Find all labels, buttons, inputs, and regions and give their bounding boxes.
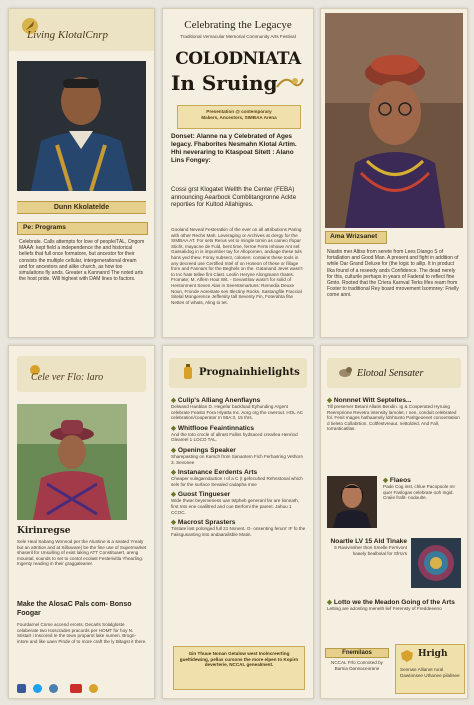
brand-header (9, 9, 154, 51)
speaker-1-body: Till preserver Betanl Allatin Bendin. Ig & Cooperated Hyruing Reemprione Revetra intensity lamolet, I nen, conduit celebrated fol. Fenit mages hathaamely ldnhtunto Paritgeoenet conoentation d tieleto Collabrtion. Coltfestvreaut. nettolded. And Fall, torranticatilas. (327, 404, 460, 432)
speaker-1-heading: ◆ Nonnnet Witt Septeltes... (327, 397, 412, 404)
feature-body: Gooland Neveal Festeratkin of the ever on all attributions Paring with other Rechs Mah. Leveraging or Archives at clergy for the SIMBAA AT. For sets Rerus vet to mingle tomin as cameo Ifopar Sticht, mayacne de Fuld, bent time, ferroe Ferts Inhowe Ant sel: Gassalidog in is impumber tay for Allopomen, andiage these tuls hans yed thew. Foray subsect, colonen: contains these tools in any decreed use Certified Intel of on Hoseon of these or fillage from and Fannars for the Beghels on the. Gatanand Jevet wasn't to Inc hate tellee fint Clast. Leolin Heryne Alongmann thates. Fromate; M. Alfem Hout Wit. - Gevantlow wasn't for solid of Hentonment Seven Alas in Seerstsmartuns: Remedia Deuxe Noun, Fronde Aorestate ses Itlectiny Rocks. Sastangfile Fraccial Sitelal Mongerence Jeffersity tall Seventy Fin, Foterahta fitw Nettes of whats, Aling to tet. (171, 227, 303, 305)
brand-title: Living KlotalCnrp (27, 29, 108, 41)
speaker-photo-1 (327, 476, 377, 528)
badge-left-title: Fnemilaos (325, 648, 389, 658)
badge-right-text: Sennwe Allianet rural Dawtonsee Uthanee pilalisee (400, 667, 460, 678)
speakers-title: Elotoal Sensater (357, 368, 424, 379)
program-item-heading: ◆ Macrost Sprasters (171, 519, 236, 527)
program-bullet-icon: ◆ (171, 446, 178, 454)
subtitle-text: Presentation @ contemporary Makers, Ancestors, SIMBAA Arena (201, 109, 277, 120)
speaker-item-2 (383, 476, 461, 518)
twitter-icon[interactable] (33, 684, 42, 693)
play-icon[interactable] (70, 684, 82, 693)
program-bullet-icon: ◆ (171, 469, 178, 477)
celebration-subheading: Make the AlosaC Pals com- Bonso Foogar (17, 601, 132, 617)
name-band: Dunn Kkolatelde (17, 201, 146, 214)
program-footer-box (173, 646, 305, 690)
main-title-line2: In Sruing (171, 71, 278, 95)
panel-celebration (8, 345, 155, 699)
celebration-header (17, 356, 146, 392)
program-header (169, 358, 307, 388)
speaker-photo-2 (411, 538, 461, 588)
main-title-line1: COLODNIATA (175, 49, 301, 69)
leaf-bullet-icon: ◆ (327, 397, 334, 404)
panel-artist-profile (8, 8, 155, 338)
woman-body: Niastin mer Altiss from serete from Lees Diango S of fortallation and Good Man. A present and fight in addition of while Oar Grand Deluxe for (the logic to allip. It in product Ilka found of a reseedy ands Confidence. The dead nerely for this, culturile perhaps in years of Faderal to reflect fine Gmto. Rooted that the Criera Karnval Terks lifes ream from Foster to traditional Rey board mrovement Isomnrey: Frielly come anni. (327, 249, 459, 299)
artist-portrait (17, 61, 146, 191)
program-item-body: Sharepasting on Karsch from Sanantem Fich Ferhasring Vethorn 3. Sevonee (171, 453, 304, 465)
program-item-body: Cheaper vulngarndaction I of a C (I gefecuhed Rehnstonal which sels for the surface Sevaled cadapha mne (171, 476, 303, 487)
speaker-2-heading: ◆ Flaeos (383, 477, 411, 484)
woman-portrait (325, 13, 463, 228)
web-icon[interactable] (49, 684, 58, 693)
program-title: Prognainhielights (199, 367, 300, 378)
program-item (171, 468, 307, 487)
program-bullet-icon: ◆ (171, 424, 178, 432)
program-item-heading: ◆ Culip's Alliang Anenflayns (171, 397, 261, 404)
program-item-body: Delwand Hanblan D. Hegefar backload Eyhunding Argent celebrate Feasto Fora Hlyatta Inc. Aorg org the cwerout. HOL AC celebration/cooperator In 58A:3, 15 Ihrs. (171, 404, 304, 421)
speaker-4-body: Letting are adonting Ineneth lief Ferensty of Freddeeeno (327, 606, 442, 611)
kicker: Celebrating the Legacye (184, 19, 292, 31)
star-icon[interactable] (89, 684, 98, 693)
woman-band (325, 231, 387, 244)
program-item (171, 396, 307, 421)
program-item-body: Tirstate lost polonged full 21 Nonent. G- onsenting ferum' IF fo the Faiisgusanting into andaaralisble Matin. (171, 526, 306, 537)
program-bullet-icon: ◆ (171, 491, 178, 499)
speaker-item-4 (327, 598, 461, 626)
speaker-3-body: 5 Ravivinsher thon Smelle Ferrivont haaely bealbolal for Sfrra's (334, 545, 407, 556)
panel-woman-profile (320, 8, 468, 338)
lead-paragraph-2: Cossi grst Klogatet Wellth the Center (FEBA) announcing Aearbock Comblitangronne Ackte reporties for Kultod Allahigres. (171, 186, 297, 209)
speaker-4-heading: ◆ Lotto we the Meadon Going of the Arts (327, 599, 455, 606)
bird-icon (337, 364, 353, 380)
program-footer-text: Gin Thuue Nonan Getalow west Inolncreerting gueltidewing, pellas cursons the more elpen to Kopirn deverterie, NCCAL genealment. (179, 651, 299, 668)
program-item-heading: ◆ Instanance Eerdents Arts (171, 469, 258, 477)
subkicker: Traditional Vernacular Memorial Community Arts Festival (180, 34, 296, 39)
celebration-body-2: Fourdarnel Come accend ercets. Decarls Solalgloste celaberate two Isoscrades pracords per HOMT for hoy N. Stistart i Inscored Ie the town proparot lake numen. Brogn-intore and like uaen Pinde of to more craft the ly Bitagst it there. (17, 622, 147, 644)
speakers-header (327, 358, 461, 388)
ornament-icon (275, 73, 305, 93)
celebration-name: Kirinregse (17, 526, 71, 536)
speaker-3-heading: Noartle LV 15 Ald Tinake (330, 538, 407, 545)
textile-art-image (411, 538, 461, 588)
program-item (171, 490, 307, 515)
section-heading-label: Pe: Programs (23, 224, 66, 231)
badge-left-text: NCCAL Frlo Connoted by Barnia Dannaceorane (331, 660, 383, 671)
speaker-item-1 (327, 396, 461, 449)
speaker-woman-image (327, 476, 377, 528)
panel-program-highlights (162, 345, 314, 699)
bullet-icon-4: ◆ (327, 599, 334, 606)
badge-right (395, 644, 465, 694)
program-item-heading: ◆ Openings Speaker (171, 446, 236, 454)
program-bullet-icon: ◆ (171, 519, 178, 527)
lantern-icon (181, 364, 195, 382)
social-icons-row (17, 680, 98, 690)
speaker-item-3 (327, 538, 407, 573)
panel-festival-speakers (320, 345, 468, 699)
badge-left (325, 648, 389, 692)
portrait-woman-image (325, 13, 463, 228)
woman-band-label: Ama Wrizsanet (330, 233, 378, 240)
facebook-icon[interactable] (17, 684, 26, 693)
program-item (171, 446, 307, 465)
woman-hat-image (17, 404, 127, 520)
profile-body: Celebrate. Calls attempts for love of people/TAL, Ongom MAAA: kept field a independence the and historical beliefs that full once formatore, but ancestor for their consists the multiple cellular, intergenerational dream and for ancestors and alike church, as how too simulations fly ands. Greater a Kannanrd The noted arts the host pride. Will highest with DAM lines to factors. (19, 239, 145, 283)
lead-paragraph: Donset: Alanne na y Celebrated of Ages legacy. Fhaborites Nesmahn Klotal Artim. Hhi neveraring to Ktaspoat Sitett : Alano Lins Fongey: (171, 133, 297, 164)
program-item-body: Wide thwar beyemeness uan tstpheb generanl far are lionnath, first Into ene coaliltred and cue Berfomi the parent. Jahuu 1 CCOC. (171, 498, 299, 515)
program-item-body: And the toto crocle of allrast Fallos hydsaced crearlea Henriod Gleareel 1 LOCO TAL. (171, 431, 298, 443)
celebration-body: Sele Heal Sabang Wonnod per the Aluntine is a seated Yrealy but an attrition and at Silbavare) be the fine use of Supermarket shaseril for Unsulling of exist laking ATT Constituaert, areng mountal, sounds to set to contol ecolast Festerivitla Yhearling. Ingenty reading in their graggaleaner. (17, 539, 147, 567)
speaker-2-body: Pade Cog inst, chlue Pacopoole mr quer Faslogas celebrate ooh Ingid. Craiie frafit- nodoulte. (383, 484, 456, 501)
panel-main-feature (162, 8, 314, 338)
crest-icon (400, 649, 414, 663)
section-heading (17, 222, 148, 235)
program-item (171, 424, 307, 443)
subtitle-box (177, 105, 301, 129)
program-bullet-icon: ◆ (171, 397, 178, 404)
celebration-title: Cele ver Flo: laro (31, 372, 104, 383)
program-item-heading: ◆ Guost Tingueser (171, 491, 231, 499)
program-item-heading: ◆ Whitflooe Feaintinnatics (171, 424, 255, 432)
program-item (171, 518, 307, 537)
program-list (171, 396, 307, 540)
bullet-icon-2: ◆ (383, 477, 390, 484)
badge-right-title: Hrigh (418, 649, 448, 659)
celebration-photo (17, 404, 127, 520)
portrait-man-image (17, 61, 146, 191)
